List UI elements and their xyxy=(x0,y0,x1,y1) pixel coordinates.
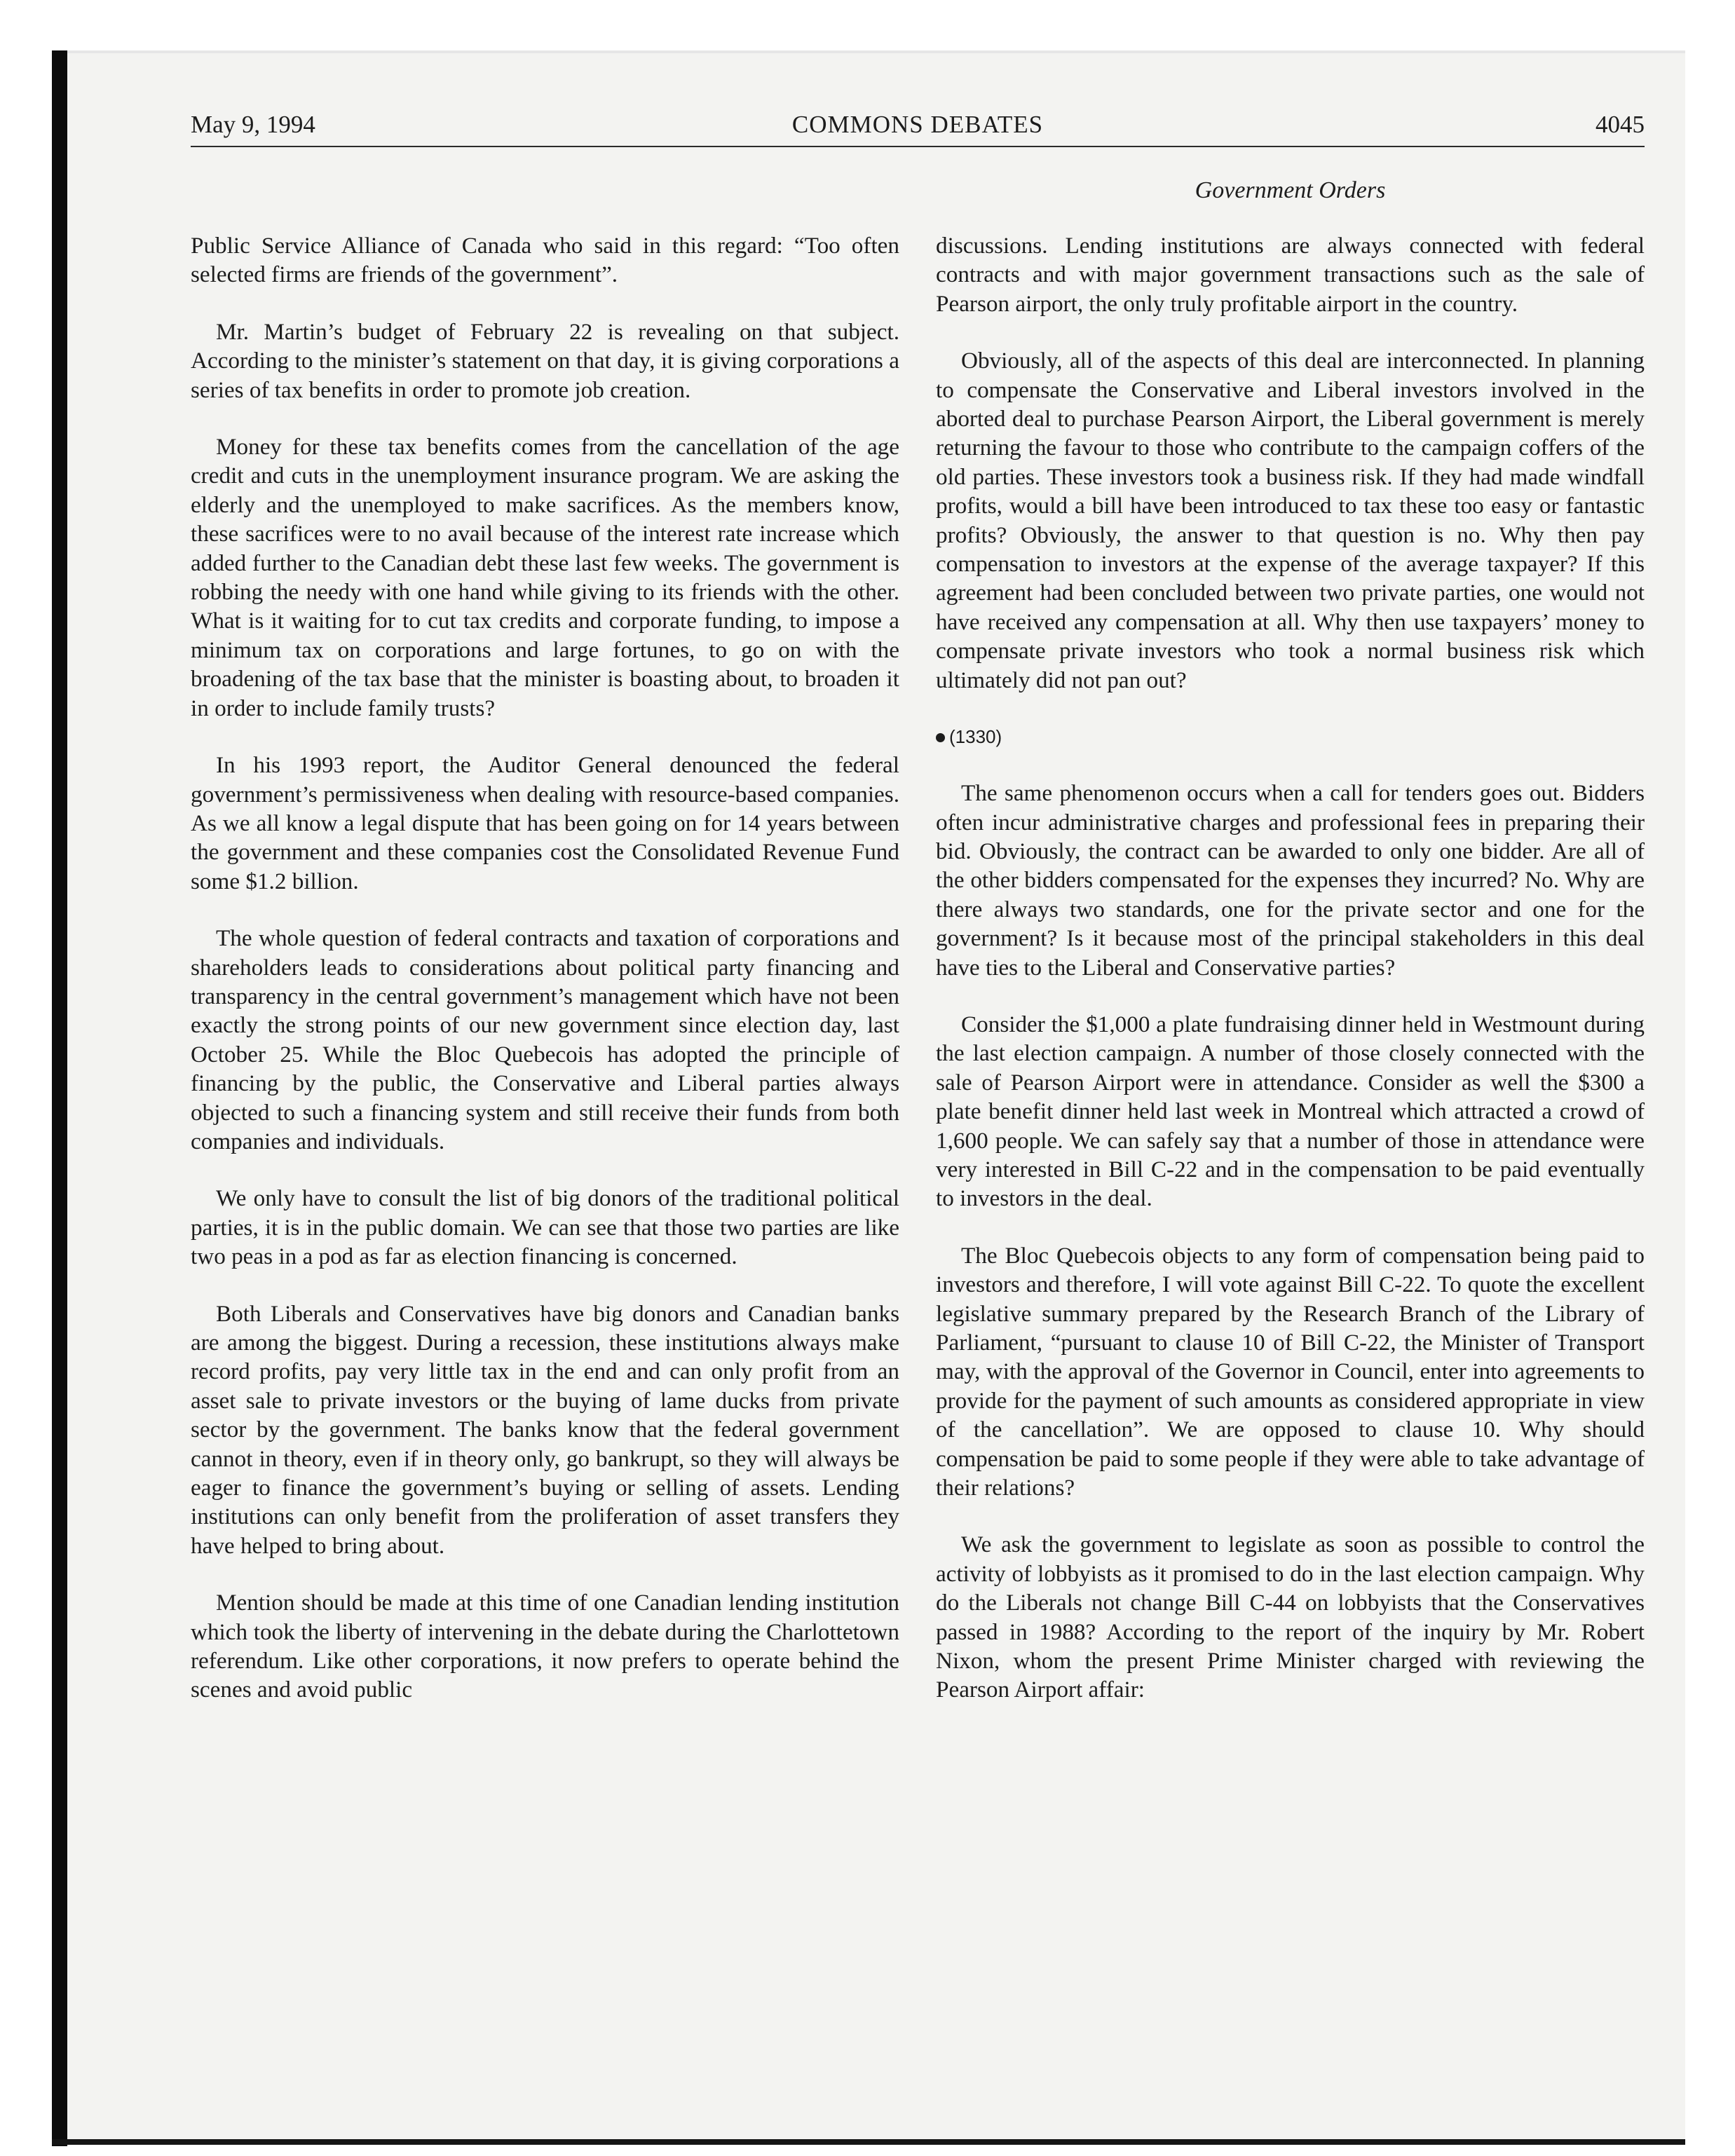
paragraph: Mr. Martin’s budget of February 22 is revealing on that subject. According to the minister’s statement on that day, it is giving corporations a series of tax benefits in order to promote job creation. xyxy=(191,318,899,403)
scan-edge-left xyxy=(52,50,67,2146)
header-date: May 9, 1994 xyxy=(191,111,315,138)
paragraph: The whole question of federal contracts and taxation of corporations and shareholders leads to considerations about political party financing and transparency in the central government’s management which have not been exactly the strong points of our new government since election day, last October 25. While the Bloc Quebecois has adopted the principle of financing by the public, the Conservative and Liberal parties always objected to such a financing system and still receive their funds from both companies and individuals. xyxy=(191,925,899,1154)
time-marker-label: (1330) xyxy=(949,726,1002,748)
running-header xyxy=(191,105,1645,144)
right-column xyxy=(936,231,1645,1733)
header-rule xyxy=(191,146,1645,147)
scan-edge-bottom xyxy=(52,2139,1685,2145)
paragraph: Public Service Alliance of Canada who said in this regard: “Too often selected firms are friends of the government”. xyxy=(191,233,899,288)
page-number: 4045 xyxy=(1595,111,1645,138)
header-title: COMMONS DEBATES xyxy=(791,111,1044,138)
paragraph: discussions. Lending institutions are always connected with federal contracts and with major government transactions such as the sale of Pearson airport, the only truly profitable airport in the country. xyxy=(936,233,1645,317)
left-column xyxy=(191,231,899,1733)
section-label: Government Orders xyxy=(1195,177,1386,203)
paragraph: Consider the $1,000 a plate fundraising dinner held in Westmount during the last election campaign. A number of those closely connected with the sale of Pearson Airport were in attendance. Consider as well the $300 a plate benefit dinner held last week in Montreal which attracted a crowd of 1,600 people. We can safely say that a number of those in attendance were very interested in Bill C-22 and in the compensation to be paid eventually to investors in the deal. xyxy=(936,1011,1645,1212)
paragraph: Both Liberals and Conservatives have big donors and Canadian banks are among the biggest. During a recession, these institutions always make record profits, pay very little tax in the end and can only profit from an asset sale to private investors or the buying of lame ducks from private sector by the government. The banks know that the federal government cannot in theory, even if in theory only, go bankrupt, so they will always be eager to finance the government’s buying or selling of assets. Lending institutions can only benefit from the proliferation of asset transfers they have helped to bring about. xyxy=(191,1300,899,1559)
paragraph: Mention should be made at this time of one Canadian lending institution which took the liberty of intervening in the debate during the Charlottetown referendum. Like other corporations, it now prefers to operate behind the scenes and avoid public xyxy=(191,1590,899,1703)
paragraph: The Bloc Quebecois objects to any form of compensation being paid to investors and therefore, I will vote against Bill C-22. To quote the excellent legislative summary prepared by the Research Branch of the Library of Parliament, “pursuant to clause 10 of Bill C-22, the Minister of Transport may, with the approval of the Governor in Council, enter into agreements to provide for the payment of such amounts as considered appropriate in view of the cancellation”. We are opposed to clause 10. Why should compensation be paid to some people if they were able to take advantage of their relations? xyxy=(936,1242,1645,1501)
bullet-icon xyxy=(936,733,945,742)
paragraph: Obviously, all of the aspects of this deal are interconnected. In planning to compensate the Conservative and Liberal investors involved in the aborted deal to purchase Pearson Airport, the Liberal government is merely returning the favour to those who contribute to the campaign coffers of the old parties. These investors took a business risk. If they had made windfall profits, would a bill have been introduced to tax these too easy or fantastic profits? Obviously, the answer to that question is no. Why then pay compensation to investors at the expense of the average taxpayer? If this agreement had been concluded between two private parties, one would not have received any compensation at all. Why then use taxpayers’ money to compensate private investors who took a normal business risk which ultimately did not pan out? xyxy=(936,348,1645,693)
paragraph: The same phenomenon occurs when a call for tenders goes out. Bidders often incur administrative charges and professional fees in preparing their bid. Obviously, the contract can be awarded to only one bidder. Are all of the other bidders compensated for the expenses they incurred? No. Why are there always two standards, one for the private sector and one for the government? Is it because most of the principal stakeholders in this deal have ties to the Liberal and Conservative parties? xyxy=(936,780,1645,981)
paragraph: We ask the government to legislate as soon as possible to control the activity of lobbyists as it promised to do in the last election campaign. Why do the Liberals not change Bill C-44 on lobbyists that the Conservatives passed in 1988? According to the report of the inquiry by Mr. Robert Nixon, whom the present Prime Minister charged with reviewing the Pearson Airport affair: xyxy=(936,1531,1645,1703)
paragraph: Money for these tax benefits comes from the cancellation of the age credit and cuts in the unemployment insurance program. We are asking the elderly and the unemployed to make sacrifices. As the members know, these sacrifices were to no avail because of the interest rate increase which added further to the Canadian debt these last few weeks. The government is robbing the needy with one hand while giving to its friends with the other. What is it waiting for to cut tax credits and corporate funding, to impose a minimum tax on corporations and large fortunes, to go on with the broadening of the tax base that the minister is boasting about, to broaden it in order to include family trusts? xyxy=(191,434,899,721)
paragraph: In his 1993 report, the Auditor General denounced the federal government’s permissiveness when dealing with resource-based companies. As we all know a legal dispute that has been going on for 14 years between the government and these companies cost the Consolidated Revenue Fund some $1.2 billion. xyxy=(191,752,899,894)
paragraph: We only have to consult the list of big donors of the traditional political parties, it is in the public domain. We can see that those two parties are like two peas in a pod as far as election financing is concerned. xyxy=(191,1185,899,1270)
scan-edge-top xyxy=(67,50,1685,53)
time-marker xyxy=(936,723,1645,751)
scan-margin xyxy=(0,0,55,2156)
